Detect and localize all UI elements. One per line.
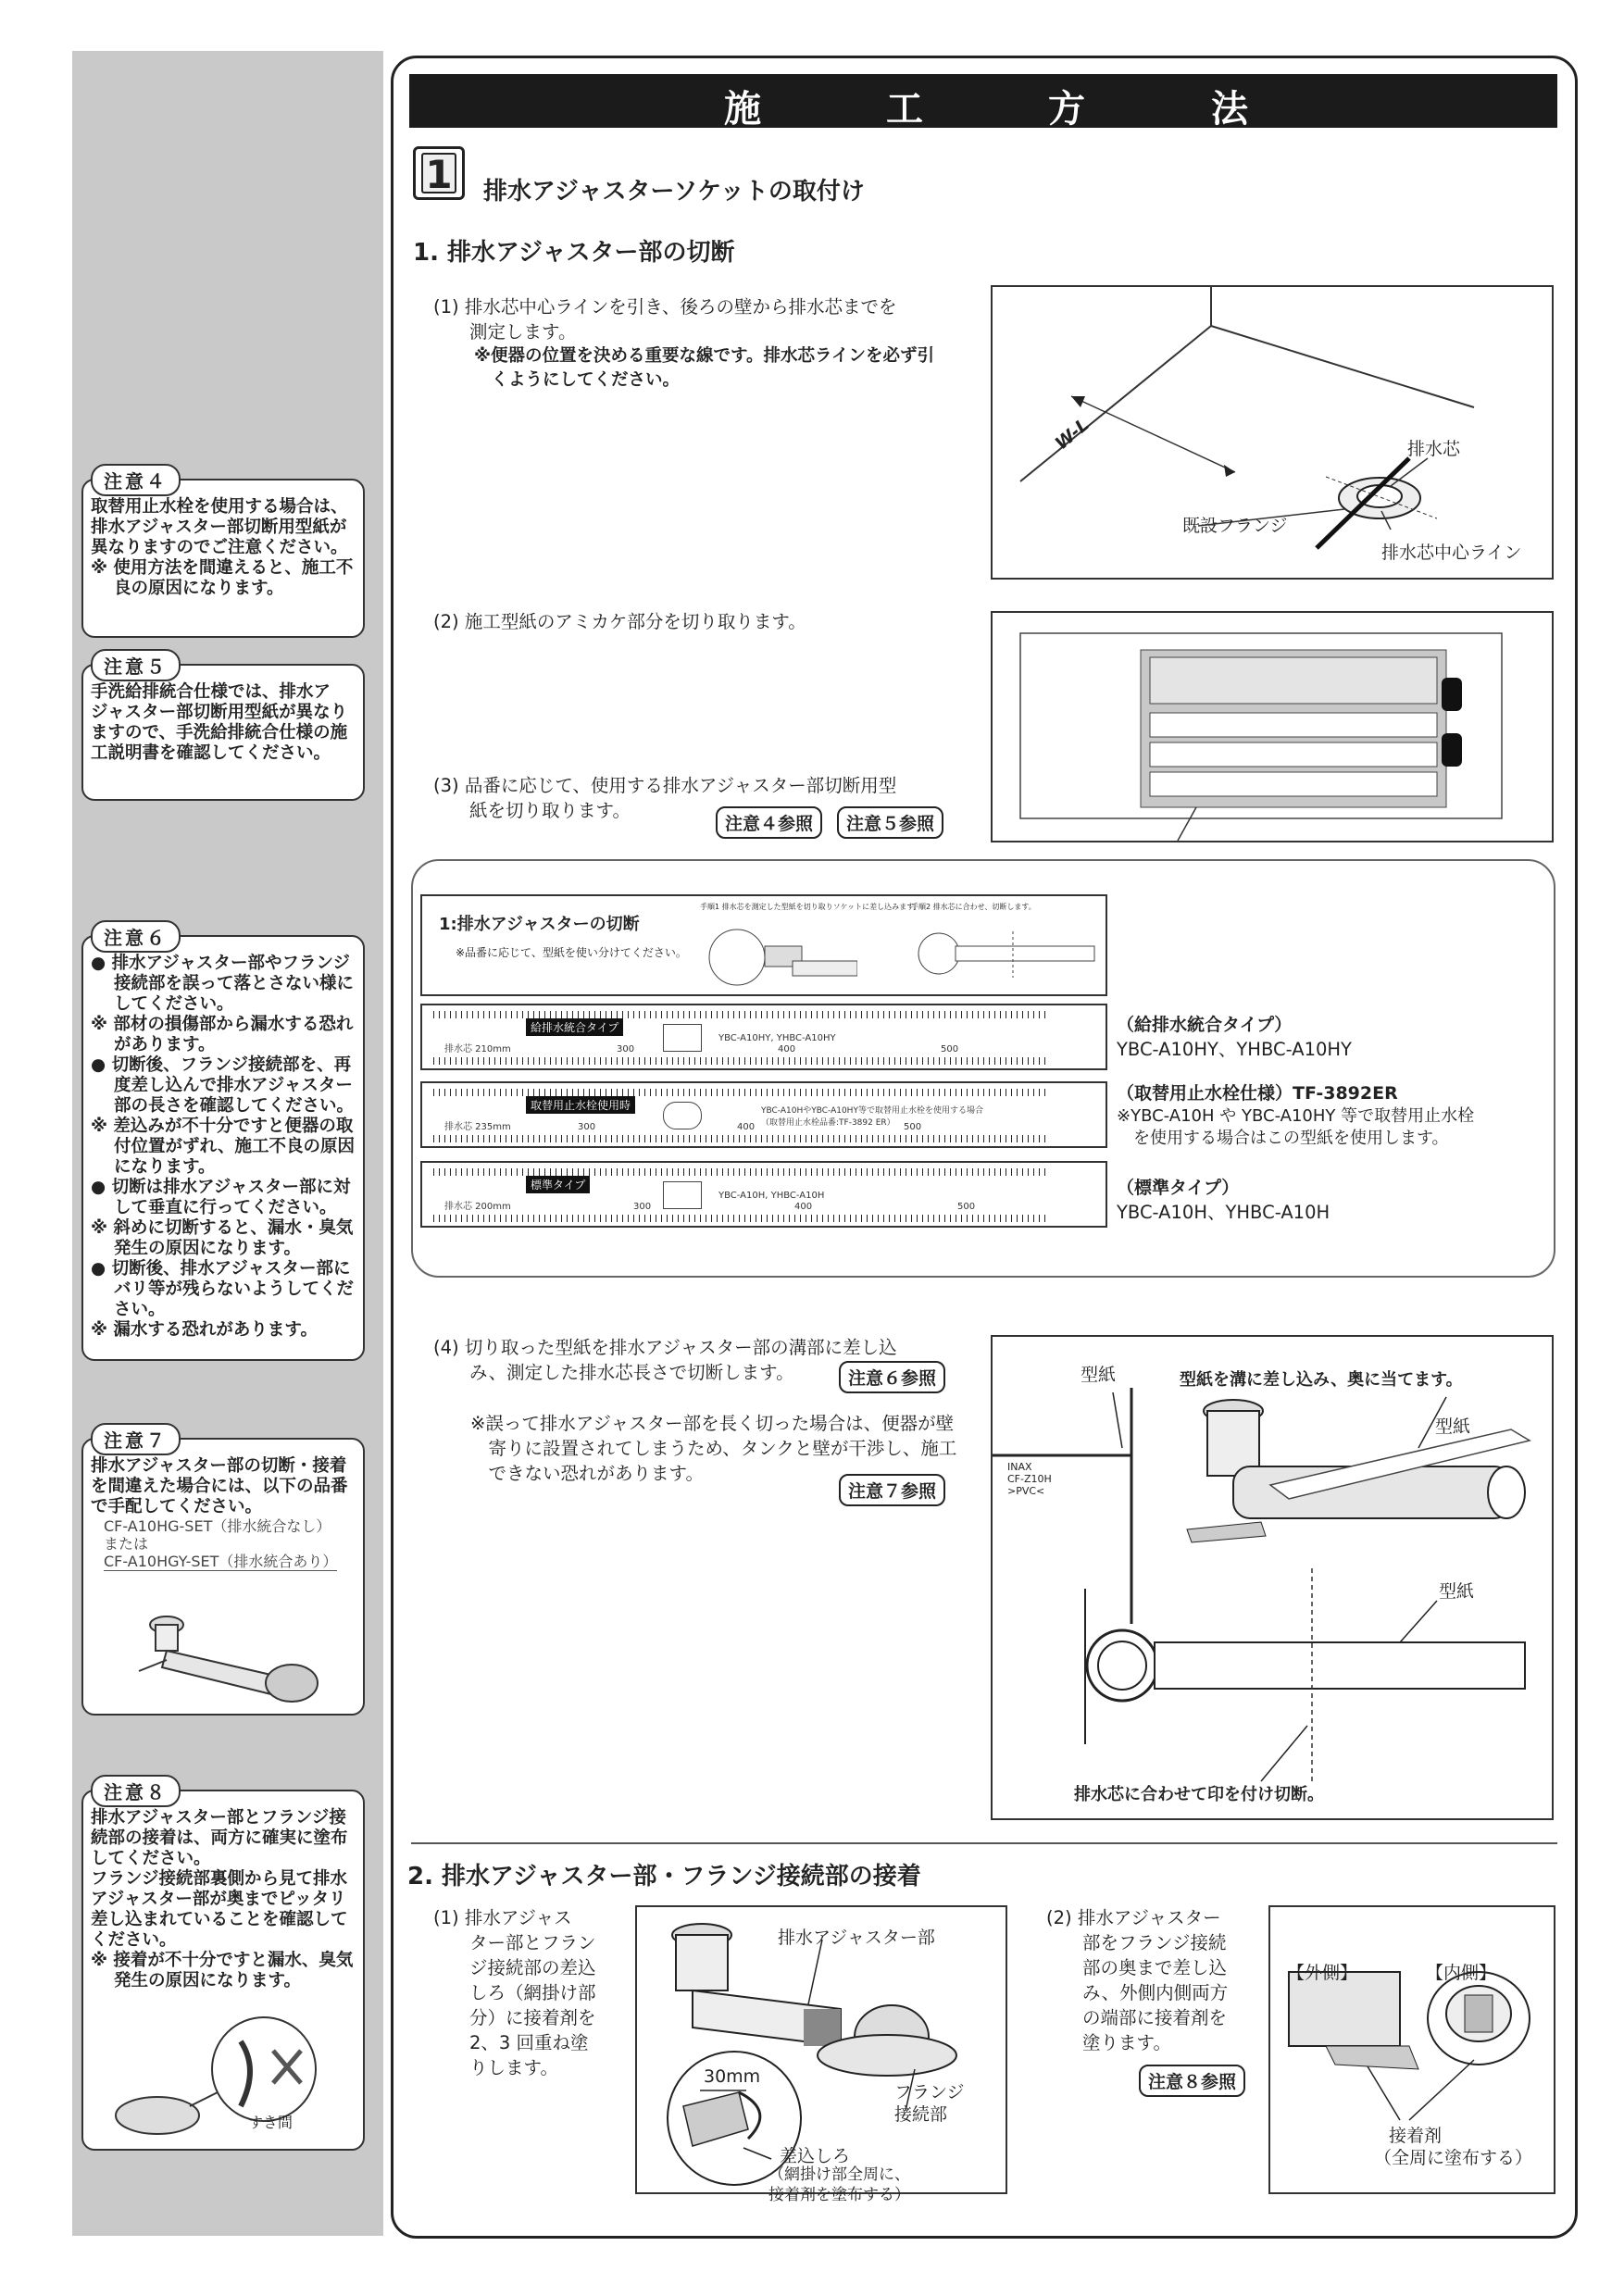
instruction-line: ジ接続部の差込 xyxy=(433,1957,596,1978)
caution-note-7 xyxy=(81,1429,365,1716)
caution-note-6 xyxy=(81,927,365,1361)
template-step-1-illustration xyxy=(700,913,857,992)
adjuster-part-illustration xyxy=(130,1604,333,1706)
step-number: 1 xyxy=(421,153,456,193)
instruction-line: (1) 排水アジャス xyxy=(433,1907,572,1928)
caption-title: （取替用止水栓仕様）TF-3892ER xyxy=(1117,1083,1398,1104)
part-thumbnail xyxy=(663,1181,702,1209)
strip-model: YBC-A10HY, YHBC-A10HY xyxy=(718,1033,836,1043)
tick-label: 400 xyxy=(778,1044,796,1054)
pipe-marking: INAX CF-Z10H >PVC< xyxy=(1007,1461,1052,1497)
step-number-badge xyxy=(413,146,465,200)
cutting-figure xyxy=(991,1335,1554,1820)
tick-label: 400 xyxy=(737,1122,756,1132)
instruction-line: 塗ります。 xyxy=(1046,2032,1171,2053)
caution-note-8 xyxy=(81,1781,365,2151)
bonding-instruction-2 xyxy=(1046,1905,1228,2055)
note-line: ますので、手洗給排統合仕様の施 xyxy=(91,723,348,742)
strip-min-length: 排水芯 200mm xyxy=(444,1202,511,1212)
instruction-4 xyxy=(433,1335,897,1385)
ruler-scale xyxy=(433,1135,1050,1142)
template-header-strip xyxy=(420,894,1107,996)
note-line: ※ 接着が不十分ですと漏水、臭気 xyxy=(91,1951,354,1970)
note-line: して垂直に行ってください。 xyxy=(91,1198,337,1217)
note-line: 排水アジャスター部切断用型紙が xyxy=(91,518,347,537)
instruction-line: (2) 排水アジャスター xyxy=(1046,1907,1221,1928)
insert-margin-note: （網掛け部全周に、 接着剤を塗布する） xyxy=(768,2165,910,2204)
instruction-line: ター部とフラン xyxy=(433,1932,596,1953)
note-line: ※ 使用方法を間違えると、施工不 xyxy=(91,558,354,578)
note-line: 差し込まれていることを確認して xyxy=(91,1910,348,1929)
tick-label: 500 xyxy=(904,1122,922,1132)
instruction-line: 部をフランジ接続 xyxy=(1046,1932,1227,1953)
existing-flange-label: 既設フランジ xyxy=(1182,516,1288,536)
instruction-line: (4) 切り取った型紙を排水アジャスター部の溝部に差し込 xyxy=(433,1337,897,1358)
tick-label: 300 xyxy=(578,1122,596,1132)
insert-margin-label: 差込しろ xyxy=(780,2146,851,2166)
instruction-note: ※便器の位置を決める重要な線です。排水芯ラインを必ず引 xyxy=(474,346,934,366)
ruler-scale xyxy=(433,1168,1050,1176)
note-line: さい。 xyxy=(91,1300,166,1319)
part-number: CF-A10HG-SET（排水統合なし） xyxy=(104,1517,331,1535)
note-line: 排水アジャスター部の切断・接着 xyxy=(91,1456,347,1476)
note-line: ● 切断後、排水アジャスター部に xyxy=(91,1259,351,1279)
note-line: フランジ接続部裏側から見て排水 xyxy=(91,1869,348,1889)
instruction-note: ※誤って排水アジャスター部を長く切った場合は、便器が壁 xyxy=(470,1413,955,1434)
template-label: 型紙 xyxy=(1439,1581,1475,1602)
note-line: ジャスター部切断用型紙が異なり xyxy=(91,703,348,722)
page-title-bar xyxy=(409,74,1557,131)
notes-sidebar xyxy=(72,51,383,2236)
note-line: 部の長さを確認してください。 xyxy=(91,1096,354,1116)
inner-side-label: 【内側】 xyxy=(1426,1963,1497,1983)
section-heading: 1. 排水アジャスター部の切断 xyxy=(413,239,735,267)
instruction-note: くようにしてください。 xyxy=(474,370,681,390)
instruction-note: 寄りに設置されてしまうため、タンクと壁が干渉し、施工 xyxy=(470,1438,957,1459)
note-line: を間違えた場合には、以下の品番 xyxy=(91,1477,348,1496)
section-heading: 2. 排水アジャスター部・フランジ接続部の接着 xyxy=(407,1863,921,1890)
tick-label: 400 xyxy=(794,1202,813,1212)
note-line: 取替用止水栓を使用する場合は、 xyxy=(91,497,348,517)
bonding-instruction-1 xyxy=(433,1905,596,2080)
caption-title: （標準タイプ） xyxy=(1117,1178,1240,1198)
instruction-line: 測定します。 xyxy=(433,321,577,343)
dimension-label: 30mm xyxy=(704,2066,761,2087)
caution-note-4 xyxy=(81,470,365,638)
note-line: ください。 xyxy=(91,1930,177,1950)
instruction-line: み、測定した排水芯長さで切断します。 xyxy=(433,1362,794,1383)
outer-side-label: 【外側】 xyxy=(1287,1963,1358,1983)
template-step-2: 手順2 排水芯に合わせ、切断します。 xyxy=(911,903,1036,911)
instruction-line: (3) 品番に応じて、使用する排水アジャスター部切断用型 xyxy=(433,775,897,796)
note-line: アジャスター部が奥までピッタリ xyxy=(91,1890,346,1909)
page-title-char: 方 xyxy=(1048,88,1085,131)
strip-min-length: 排水芯 235mm xyxy=(444,1122,511,1132)
strip-model: YBC-A10HやYBC-A10HY等で取替用止水栓を使用する場合 （取替用止水栓品番:TF-3892 ER） xyxy=(761,1106,983,1128)
ruler-scale xyxy=(433,1215,1050,1222)
page-title-char: 施 xyxy=(724,88,761,131)
instruction-line: りします。 xyxy=(433,2057,558,2078)
note-line: 良の原因になります。 xyxy=(91,579,284,598)
note-line: 続部の接着は、両方に確実に塗布 xyxy=(91,1828,348,1848)
template-step-2-illustration xyxy=(911,913,1106,992)
note-title: 注意６ xyxy=(91,920,181,953)
note-line: 工説明書を確認してください。 xyxy=(91,743,331,763)
note-line: 度差し込んで排水アジャスター xyxy=(91,1076,353,1095)
adhesive-apply-figure xyxy=(635,1905,1007,2204)
tick-label: 300 xyxy=(617,1044,635,1054)
template-title: 1:排水アジャスターの切断 xyxy=(439,915,640,934)
note-line: 手洗給排統合仕様では、排水ア xyxy=(91,682,331,702)
note-line: 発生の原因になります。 xyxy=(91,1971,301,1990)
tick-label: 500 xyxy=(941,1044,959,1054)
caption-models: YBC-A10H、YHBC-A10H xyxy=(1117,1202,1330,1223)
center-line-label: 排水芯中心ライン xyxy=(1381,543,1522,563)
note-line: 発生の原因になります。 xyxy=(91,1239,301,1258)
note-line: 付位置がずれ、施工不良の原因 xyxy=(91,1137,356,1156)
section-divider xyxy=(411,1842,1557,1844)
instruction-line: しろ（網掛け部 xyxy=(433,1982,596,2003)
note-line: ※ 斜めに切断すると、漏水・臭気 xyxy=(91,1218,354,1238)
caution-note-5 xyxy=(81,655,365,801)
note-title: 注意８ xyxy=(91,1775,181,1807)
adjuster-label: 排水アジャスター部 xyxy=(778,1928,935,1948)
template-label: 型紙 xyxy=(1081,1365,1117,1385)
note-line: してください。 xyxy=(91,994,234,1014)
part-thumbnail xyxy=(663,1024,702,1052)
strip-min-length: 排水芯 210mm xyxy=(444,1044,511,1054)
flange-label: フランジ 接続部 xyxy=(894,2082,965,2125)
ruler-scale xyxy=(433,1057,1050,1065)
instruction-line: (1) 排水芯中心ラインを引き、後ろの壁から排水芯までを xyxy=(433,296,897,318)
template-strip-integrated xyxy=(420,1004,1107,1070)
caution-7-reference[interactable]: 注意７参照 xyxy=(839,1474,945,1506)
instruction-1 xyxy=(433,294,934,393)
strip-caption-standard xyxy=(1117,1176,1330,1225)
note-line: 排水アジャスター部とフランジ接 xyxy=(91,1808,346,1828)
template-note: ※品番に応じて、型紙を使い分けてください。 xyxy=(456,946,687,959)
caption-title: （給排水統合タイプ） xyxy=(1117,1015,1293,1035)
instruction-line: 分）に接着剤を xyxy=(433,2007,596,2028)
template-strip-replacement xyxy=(420,1081,1107,1148)
note-line: ● 排水アジャスター部やフランジ xyxy=(91,954,351,973)
page-title-char: 法 xyxy=(1211,88,1248,131)
strip-caption-replacement xyxy=(1117,1081,1474,1150)
note-line: になります。 xyxy=(91,1157,216,1177)
note-line: ※ 部材の損傷部から漏水する恐れ xyxy=(91,1015,354,1034)
adhesive-label: 接着剤 xyxy=(1389,2126,1443,2146)
step-title: 排水アジャスターソケットの取付け xyxy=(483,178,865,206)
adhesive-note: （全周に塗布する） xyxy=(1374,2148,1533,2168)
wall-line-label: W-L xyxy=(1051,414,1093,455)
caution-8-reference[interactable]: 注意８参照 xyxy=(1139,2065,1245,2097)
strip-caption-integrated xyxy=(1117,1013,1352,1062)
strip-type-tag: 給排水統合タイプ xyxy=(526,1018,623,1036)
note-title: 注意５ xyxy=(91,649,181,681)
drain-center-figure xyxy=(991,285,1554,580)
template-step-1: 手順1 排水芯を測定した型紙を切り取りソケットに差し込みます。 xyxy=(700,903,921,911)
caution-5-reference[interactable]: 注意５参照 xyxy=(837,806,943,839)
note-line: ● 切断は排水アジャスター部に対 xyxy=(91,1178,351,1197)
note-line: バリ等が残らないようしてくだ xyxy=(91,1279,354,1299)
tick-label: 500 xyxy=(957,1202,976,1212)
note-title: 注意７ xyxy=(91,1423,181,1455)
ruler-scale xyxy=(433,1011,1050,1018)
strip-type-tag: 取替用止水栓使用時 xyxy=(526,1096,635,1114)
instruction-line: の端部に接着剤を xyxy=(1046,2007,1228,2028)
figure-caption: 型紙を溝に差し込み、奥に当てます。 xyxy=(1180,1370,1463,1390)
part-thumbnail xyxy=(663,1102,702,1129)
caption-models: YBC-A10HY、YHBC-A10HY xyxy=(1117,1039,1352,1060)
tick-label: 300 xyxy=(633,1202,652,1212)
instruction-note: できない恐れがあります。 xyxy=(470,1463,704,1484)
note-line: ● 切断後、フランジ接続部を、再 xyxy=(91,1055,352,1075)
gap-label: すき間 xyxy=(248,2114,294,2131)
instruction-line: 紙を切り取ります。 xyxy=(433,800,631,821)
caption-note: ※YBC-A10H や YBC-A10HY 等で取替用止水栓 を使用する場合はこの型紙を使用します。 xyxy=(1117,1106,1475,1148)
instruction-line: み、外側内側両方 xyxy=(1046,1982,1229,2003)
instruction-2: (2) 施工型紙のアミカケ部分を切り取ります。 xyxy=(433,611,806,632)
ruler-scale xyxy=(433,1089,1050,1096)
strip-type-tag: 標準タイプ xyxy=(526,1176,590,1193)
instruction-line: 部の奥まで差し込 xyxy=(1046,1957,1228,1978)
note-title: 注意４ xyxy=(91,464,181,496)
caution-6-reference[interactable]: 注意６参照 xyxy=(839,1361,945,1393)
caution-4-reference[interactable]: 注意４参照 xyxy=(716,806,822,839)
part-number: CF-A10HGY-SET（排水統合あり） xyxy=(104,1553,338,1570)
note-line: 異なりますのでご注意ください。 xyxy=(91,538,348,557)
note-line: があります。 xyxy=(91,1035,216,1054)
template-sheet-figure xyxy=(991,611,1554,842)
note-line: してください。 xyxy=(91,1849,211,1868)
note-line: で手配してください。 xyxy=(91,1497,263,1516)
note-line: 接続部を誤って落とさない様に xyxy=(91,974,354,993)
template-label: 型紙 xyxy=(1435,1416,1471,1437)
page-title-char: 工 xyxy=(886,88,923,131)
note-line: ※ 漏水する恐れがあります。 xyxy=(91,1320,318,1340)
figure-caption: 排水芯に合わせて印を付け切断。 xyxy=(1074,1785,1324,1804)
drain-center-label: 排水芯 xyxy=(1407,439,1461,459)
instruction-line: 2、3 回重ね塗 xyxy=(433,2032,589,2053)
part-number-or: または xyxy=(104,1535,149,1553)
instruction-3 xyxy=(433,773,896,823)
gap-warning-illustration xyxy=(102,2014,352,2143)
note-line: ※ 差込みが不十分ですと便器の取 xyxy=(91,1117,354,1136)
strip-model: YBC-A10H, YHBC-A10H xyxy=(718,1191,825,1201)
adhesive-both-sides-figure xyxy=(1268,1905,1555,2194)
template-strip-standard xyxy=(420,1161,1107,1228)
